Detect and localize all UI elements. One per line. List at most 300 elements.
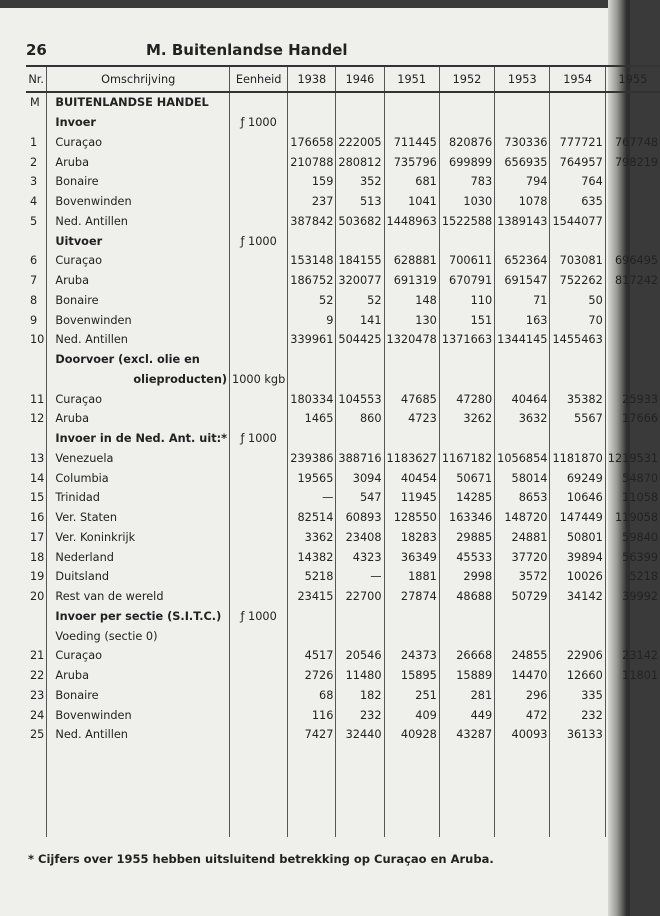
row-unit xyxy=(230,192,288,212)
value-cell: 210788 xyxy=(288,152,336,172)
row-description: Ver. Staten xyxy=(47,508,230,528)
table-row xyxy=(26,409,660,429)
row-description: Bonaire xyxy=(47,686,230,706)
row-description: Aruba xyxy=(47,409,230,429)
value-cell: 652364 xyxy=(495,251,550,271)
value-cell: 691547 xyxy=(495,271,550,291)
row-number: 2 xyxy=(30,155,38,169)
row-number: 14 xyxy=(30,471,45,485)
value-cell: 35382 xyxy=(550,389,605,409)
value-cell: 23408 xyxy=(336,528,384,548)
value-cell: 43287 xyxy=(439,725,494,745)
value-cell: 58014 xyxy=(495,468,550,488)
value-cell: 40093 xyxy=(495,725,550,745)
value-cell xyxy=(550,370,605,390)
value-cell: 186752 xyxy=(288,271,336,291)
value-cell: — xyxy=(288,488,336,508)
value-cell xyxy=(495,370,550,390)
value-cell xyxy=(439,429,494,449)
value-cell xyxy=(288,626,336,646)
table-row xyxy=(26,607,660,627)
value-cell: 635 xyxy=(550,192,605,212)
value-cell: 36133 xyxy=(550,725,605,745)
value-cell: 56399 xyxy=(605,547,660,567)
value-cell: 281 xyxy=(439,686,494,706)
row-unit: ƒ 1000 xyxy=(230,231,288,251)
value-cell: 147449 xyxy=(550,508,605,528)
value-cell xyxy=(439,607,494,627)
value-cell: 513 xyxy=(336,192,384,212)
table-row xyxy=(26,92,660,113)
value-cell: 5567 xyxy=(550,409,605,429)
value-cell: 184155 xyxy=(336,251,384,271)
row-unit xyxy=(230,172,288,192)
row-number: 12 xyxy=(30,412,45,426)
value-cell: 176658 xyxy=(288,133,336,153)
value-cell: 180334 xyxy=(288,389,336,409)
row-number: 6 xyxy=(30,254,38,268)
value-cell: 472 xyxy=(495,705,550,725)
value-cell xyxy=(605,725,660,745)
row-unit xyxy=(230,587,288,607)
value-cell xyxy=(605,212,660,232)
row-number: 13 xyxy=(30,451,45,465)
value-cell: 2998 xyxy=(439,567,494,587)
value-cell: 752262 xyxy=(550,271,605,291)
value-cell: 20546 xyxy=(336,646,384,666)
value-cell xyxy=(605,310,660,330)
row-description: Aruba xyxy=(47,666,230,686)
value-cell xyxy=(495,92,550,113)
value-cell: 232 xyxy=(336,705,384,725)
value-cell: 14285 xyxy=(439,488,494,508)
value-cell xyxy=(336,231,384,251)
value-cell: 703081 xyxy=(550,251,605,271)
value-cell: 1465 xyxy=(288,409,336,429)
row-number: 5 xyxy=(30,214,38,228)
row-description: Duitsland xyxy=(47,567,230,587)
value-cell xyxy=(384,607,439,627)
value-cell: 5218 xyxy=(605,567,660,587)
row-unit xyxy=(230,449,288,469)
row-number xyxy=(26,607,47,627)
value-cell: 26668 xyxy=(439,646,494,666)
row-number xyxy=(26,231,47,251)
value-cell xyxy=(550,92,605,113)
row-description: Rest van de wereld xyxy=(47,587,230,607)
value-cell: 860 xyxy=(336,409,384,429)
value-cell xyxy=(439,370,494,390)
value-cell: 119058 xyxy=(605,508,660,528)
value-cell: 1167182 xyxy=(439,449,494,469)
value-cell: 296 xyxy=(495,686,550,706)
value-cell: 339961 xyxy=(288,330,336,350)
blank-cell xyxy=(605,745,660,837)
row-description: Bovenwinden xyxy=(47,192,230,212)
value-cell: 163346 xyxy=(439,508,494,528)
blank-cell xyxy=(439,745,494,837)
row-unit xyxy=(230,133,288,153)
value-cell: 783 xyxy=(439,172,494,192)
value-cell: 18283 xyxy=(384,528,439,548)
value-cell: 52 xyxy=(288,291,336,311)
blank-cell xyxy=(230,745,288,837)
value-cell: 50801 xyxy=(550,528,605,548)
value-cell: 2726 xyxy=(288,666,336,686)
column-header: 1938 xyxy=(288,66,336,92)
value-cell xyxy=(336,607,384,627)
value-cell xyxy=(384,113,439,133)
column-header: 1952 xyxy=(439,66,494,92)
row-unit xyxy=(230,251,288,271)
row-unit: ƒ 1000 xyxy=(230,607,288,627)
row-number: M xyxy=(30,96,40,110)
value-cell: 14382 xyxy=(288,547,336,567)
value-cell: 11058 xyxy=(605,488,660,508)
value-cell: 32440 xyxy=(336,725,384,745)
value-cell: 24881 xyxy=(495,528,550,548)
row-description: Ned. Antillen xyxy=(47,212,230,232)
table-row xyxy=(26,113,660,133)
column-header: 1955 xyxy=(605,66,660,92)
value-cell xyxy=(495,429,550,449)
value-cell: 50 xyxy=(550,291,605,311)
value-cell: 409 xyxy=(384,705,439,725)
row-number: 7 xyxy=(30,274,38,288)
value-cell: 699899 xyxy=(439,152,494,172)
row-unit xyxy=(230,330,288,350)
value-cell: 237 xyxy=(288,192,336,212)
value-cell: 1030 xyxy=(439,192,494,212)
row-number: 21 xyxy=(30,649,45,663)
value-cell: 25933 xyxy=(605,389,660,409)
value-cell: 45533 xyxy=(439,547,494,567)
value-cell: 504425 xyxy=(336,330,384,350)
value-cell xyxy=(605,626,660,646)
value-cell: 335 xyxy=(550,686,605,706)
column-header: Nr. xyxy=(26,66,47,92)
row-number: 11 xyxy=(30,392,45,406)
value-cell: 4723 xyxy=(384,409,439,429)
value-cell: 29885 xyxy=(439,528,494,548)
row-description: Bovenwinden xyxy=(47,310,230,330)
value-cell: 163 xyxy=(495,310,550,330)
value-cell: 764957 xyxy=(550,152,605,172)
value-cell: 10646 xyxy=(550,488,605,508)
value-cell: 1078 xyxy=(495,192,550,212)
value-cell: 9 xyxy=(288,310,336,330)
table-row xyxy=(26,725,660,745)
value-cell: 388716 xyxy=(336,449,384,469)
value-cell: 39894 xyxy=(550,547,605,567)
row-number: 15 xyxy=(30,491,45,505)
value-cell: 11480 xyxy=(336,666,384,686)
row-description: Ver. Koninkrijk xyxy=(47,528,230,548)
value-cell: 15895 xyxy=(384,666,439,686)
row-unit xyxy=(230,646,288,666)
value-cell: 182 xyxy=(336,686,384,706)
value-cell: 1522588 xyxy=(439,212,494,232)
row-description: Curaçao xyxy=(47,251,230,271)
table-row xyxy=(26,172,660,192)
value-cell: 104553 xyxy=(336,389,384,409)
row-number: 9 xyxy=(30,313,38,327)
value-cell: 4323 xyxy=(336,547,384,567)
table-row xyxy=(26,488,660,508)
row-unit: 1000 kgb xyxy=(230,370,288,390)
value-cell: 148720 xyxy=(495,508,550,528)
value-cell xyxy=(605,92,660,113)
row-unit xyxy=(230,468,288,488)
table-row xyxy=(26,567,660,587)
value-cell xyxy=(605,705,660,725)
value-cell: 239386 xyxy=(288,449,336,469)
value-cell xyxy=(495,350,550,370)
value-cell: 37720 xyxy=(495,547,550,567)
value-cell xyxy=(605,429,660,449)
row-description: Curaçao xyxy=(47,133,230,153)
row-number: 10 xyxy=(30,333,45,347)
row-description: Bovenwinden xyxy=(47,705,230,725)
value-cell: 1389143 xyxy=(495,212,550,232)
blank-cell xyxy=(550,745,605,837)
value-cell: 47280 xyxy=(439,389,494,409)
row-unit xyxy=(230,626,288,646)
value-cell xyxy=(605,113,660,133)
row-unit xyxy=(230,508,288,528)
value-cell xyxy=(336,370,384,390)
table-row xyxy=(26,231,660,251)
table-row xyxy=(26,468,660,488)
row-unit xyxy=(230,291,288,311)
table-row xyxy=(26,646,660,666)
row-description: Doorvoer (excl. olie en xyxy=(47,350,230,370)
value-cell: 17666 xyxy=(605,409,660,429)
value-cell xyxy=(384,350,439,370)
value-cell xyxy=(439,350,494,370)
table-row xyxy=(26,251,660,271)
value-cell xyxy=(288,607,336,627)
value-cell xyxy=(550,113,605,133)
value-cell: 128550 xyxy=(384,508,439,528)
value-cell xyxy=(288,370,336,390)
value-cell: 68 xyxy=(288,686,336,706)
value-cell: 1455463 xyxy=(550,330,605,350)
value-cell: 40454 xyxy=(384,468,439,488)
value-cell: 320077 xyxy=(336,271,384,291)
value-cell: 40928 xyxy=(384,725,439,745)
blank-cell xyxy=(495,745,550,837)
value-cell: 23415 xyxy=(288,587,336,607)
value-cell: 1183627 xyxy=(384,449,439,469)
value-cell: 1371663 xyxy=(439,330,494,350)
table-row xyxy=(26,587,660,607)
value-cell: 3572 xyxy=(495,567,550,587)
row-unit xyxy=(230,152,288,172)
value-cell: 817242 xyxy=(605,271,660,291)
value-cell: 116 xyxy=(288,705,336,725)
row-unit xyxy=(230,271,288,291)
value-cell: 820876 xyxy=(439,133,494,153)
value-cell: 50671 xyxy=(439,468,494,488)
column-header: Eenheid xyxy=(230,66,288,92)
value-cell: 70 xyxy=(550,310,605,330)
table-row xyxy=(26,547,660,567)
value-cell: 681 xyxy=(384,172,439,192)
value-cell xyxy=(439,231,494,251)
value-cell: 59840 xyxy=(605,528,660,548)
row-unit xyxy=(230,212,288,232)
value-cell xyxy=(605,231,660,251)
table-row xyxy=(26,133,660,153)
value-cell: 1881 xyxy=(384,567,439,587)
value-cell: 1448963 xyxy=(384,212,439,232)
value-cell: 24855 xyxy=(495,646,550,666)
value-cell: 82514 xyxy=(288,508,336,528)
value-cell xyxy=(495,113,550,133)
page-number: 26 xyxy=(26,41,47,59)
blank-cell xyxy=(47,745,230,837)
row-unit xyxy=(230,686,288,706)
column-header: 1946 xyxy=(336,66,384,92)
value-cell: 8653 xyxy=(495,488,550,508)
value-cell: 1219531 xyxy=(605,449,660,469)
value-cell: 23142 xyxy=(605,646,660,666)
value-cell: 36349 xyxy=(384,547,439,567)
row-description: Aruba xyxy=(47,271,230,291)
row-description: Ned. Antillen xyxy=(47,725,230,745)
value-cell: 22906 xyxy=(550,646,605,666)
row-number: 16 xyxy=(30,511,45,525)
value-cell: 153148 xyxy=(288,251,336,271)
row-unit xyxy=(230,725,288,745)
value-cell: 12660 xyxy=(550,666,605,686)
row-number: 8 xyxy=(30,293,38,307)
row-description: Nederland xyxy=(47,547,230,567)
value-cell: 40464 xyxy=(495,389,550,409)
row-number: 3 xyxy=(30,175,38,189)
value-cell: 798219 xyxy=(605,152,660,172)
value-cell: 5218 xyxy=(288,567,336,587)
value-cell xyxy=(336,113,384,133)
table-row xyxy=(26,291,660,311)
table-row xyxy=(26,528,660,548)
blank-cell xyxy=(288,745,336,837)
row-number: 22 xyxy=(30,669,45,683)
value-cell xyxy=(336,626,384,646)
row-number xyxy=(26,429,47,449)
value-cell xyxy=(336,429,384,449)
value-cell xyxy=(550,626,605,646)
table-row xyxy=(26,449,660,469)
value-cell: 1041 xyxy=(384,192,439,212)
row-description: Curaçao xyxy=(47,389,230,409)
value-cell: 547 xyxy=(336,488,384,508)
value-cell xyxy=(336,92,384,113)
blank-cell xyxy=(26,745,47,837)
value-cell xyxy=(439,626,494,646)
table-row xyxy=(26,192,660,212)
row-number xyxy=(26,626,47,646)
row-description: Invoer in de Ned. Ant. uit:* xyxy=(47,429,230,449)
value-cell: 794 xyxy=(495,172,550,192)
row-unit xyxy=(230,567,288,587)
row-number: 1 xyxy=(30,135,38,149)
value-cell: 11945 xyxy=(384,488,439,508)
value-cell: 148 xyxy=(384,291,439,311)
value-cell xyxy=(439,92,494,113)
value-cell: 3262 xyxy=(439,409,494,429)
row-unit xyxy=(230,705,288,725)
table-row xyxy=(26,330,660,350)
value-cell xyxy=(550,231,605,251)
value-cell: 52 xyxy=(336,291,384,311)
value-cell: 503682 xyxy=(336,212,384,232)
value-cell xyxy=(605,291,660,311)
value-cell: 767748 xyxy=(605,133,660,153)
value-cell: 1181870 xyxy=(550,449,605,469)
value-cell: 280812 xyxy=(336,152,384,172)
row-number: 23 xyxy=(30,688,45,702)
row-unit: ƒ 1000 xyxy=(230,113,288,133)
value-cell: 352 xyxy=(336,172,384,192)
row-unit xyxy=(230,528,288,548)
value-cell: 1056854 xyxy=(495,449,550,469)
value-cell: 449 xyxy=(439,705,494,725)
value-cell xyxy=(550,350,605,370)
value-cell xyxy=(495,607,550,627)
value-cell: 48688 xyxy=(439,587,494,607)
value-cell: 628881 xyxy=(384,251,439,271)
row-description: Trinidad xyxy=(47,488,230,508)
row-unit xyxy=(230,488,288,508)
table-row xyxy=(26,508,660,528)
trade-table xyxy=(26,65,660,837)
row-number: 18 xyxy=(30,550,45,564)
blank-cell xyxy=(384,745,439,837)
value-cell xyxy=(605,172,660,192)
value-cell: 159 xyxy=(288,172,336,192)
value-cell: 69249 xyxy=(550,468,605,488)
value-cell: 54870 xyxy=(605,468,660,488)
value-cell xyxy=(605,330,660,350)
table-header-row xyxy=(26,66,660,92)
value-cell: 34142 xyxy=(550,587,605,607)
value-cell: 735796 xyxy=(384,152,439,172)
row-description: Voeding (sectie 0) xyxy=(47,626,230,646)
table-row xyxy=(26,626,660,646)
value-cell: 670791 xyxy=(439,271,494,291)
row-description: Columbia xyxy=(47,468,230,488)
value-cell: 730336 xyxy=(495,133,550,153)
row-description: Bonaire xyxy=(47,291,230,311)
value-cell: 22700 xyxy=(336,587,384,607)
column-header: 1951 xyxy=(384,66,439,92)
value-cell: 71 xyxy=(495,291,550,311)
value-cell: 777721 xyxy=(550,133,605,153)
value-cell: 50729 xyxy=(495,587,550,607)
row-unit xyxy=(230,547,288,567)
value-cell xyxy=(288,350,336,370)
row-description: Uitvoer xyxy=(47,231,230,251)
value-cell: 11801 xyxy=(605,666,660,686)
value-cell: 764 xyxy=(550,172,605,192)
value-cell: 19565 xyxy=(288,468,336,488)
value-cell: 1344145 xyxy=(495,330,550,350)
value-cell xyxy=(605,192,660,212)
value-cell xyxy=(495,626,550,646)
value-cell: 691319 xyxy=(384,271,439,291)
